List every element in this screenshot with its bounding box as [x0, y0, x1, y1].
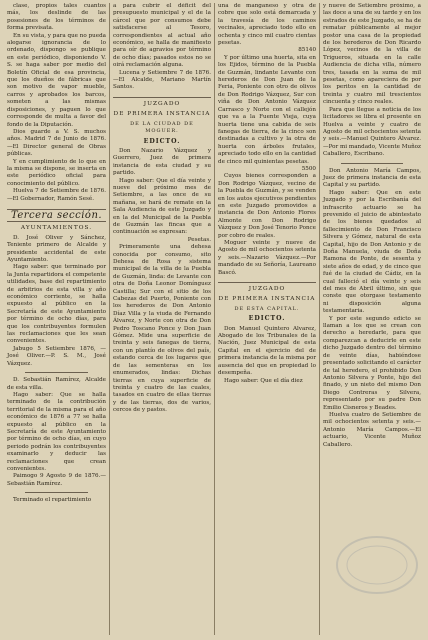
paragraph: y nueve de Setiembre próximo, a las doce a una de su tarde y en los estrados de este Juzgado, se ha de rematar públicamente al mejor postor una casa de la propiedad de los herederos de Don Ricardo López, vecinos de la villa de Trigueros, situada en la calle Audiencia de dicha villa, número tres, tasada en la suma de mil pesetas, como apareciera de por los peritos en la cantidad de treinta y cuatro mil trescientos cincuenta y cinco reales.: [323, 3, 421, 106]
amount-text: Pesetas.: [187, 236, 211, 243]
paragraph: Don Manuel Quintero Alvarez, Abogado de los Tribunales de la Nación, Juez Municipal de esta Capital en el ejercicio del de primera instancia de la misma por ausencia del que en propiedad lo desempeña.: [218, 325, 316, 377]
edicto-heading: EDICTO.: [248, 315, 286, 323]
divider-rule: [218, 282, 316, 283]
paragraph: Y por último una huerta, sita en los Ejidos, término de la Puebla de Guzmán, lindante Levante con herederos de Don Juan de la Feria, Poniente con otro de olivos de Don Rodrigo Vázquez, Sur con viña de Don Antonio Vázquez Carrasco y Norte con el callejón que va a la Fuente Vieja, cuya huerta tiene una cabida de seis fanegas de tierra, de la cinco son destinadas a cultivo y la otra de huerta con árboles frutales, apreciado todo ello en la cantidad de cinco mil quinientas pesetas.: [218, 54, 316, 165]
divider-rule: [25, 492, 88, 493]
paragraph: Primeramente una dehesa conocida por consumo, sito Dehesa de Rosa y sistema municipal de la villa de la Puebla de Guzmán, linda: de Levante con otra de Doña Leonor Domínguez Castilla; Sur con el sitio de los Cabezas del Puerto, Poniente con los herederos de Don Antonio Díaz Villa y la viuda de Fernando Álvarez, y Norte con otra de Don Pedro Toscano Ponce y Don Juan Gómez. Mide una superficie de treinta y seis fanegas de tierra, con un plantío de olivos del país, estando cerca de los lugares que de las sementeras en los enumerados, lindas: Dichas tierras en cuya superficie de treinta y cuatro de las cuales, tasados en cuatro de ellas tierras y de las tierras, dos de varios, cercos de y pastos.: [113, 244, 211, 414]
column-4: [319, 3, 424, 635]
edicto-heading: EDICTO.: [143, 137, 181, 145]
paragraph: Huelva cuatro de Setiembre de mil ochocientos setenta y seis.—Antonio María Campos.—El actuario, Vicente Muñoz Caballero.: [323, 411, 421, 448]
paragraph: Jabugo 5 Setiembre 1876, —José Oliver.—P. S. M., José Vázquez.: [7, 345, 106, 367]
paragraph: Don Nazario Vázquez y Guerrero, Juez de primera instancia de esta ciudad y su partido.: [113, 147, 211, 177]
amount-text: 85140: [298, 47, 316, 54]
column-2: [109, 3, 214, 635]
section-heading: Tercera sección.: [7, 209, 106, 222]
paragraph: clase, propios tales cuantos más, los deslinde de las posesiones de los términos de forma previsata.: [7, 3, 106, 32]
paragraph: Y por este segundo edicto se llaman a los que se crean con derecho a heredarle, para que comparezcan a deducirle en este dicho Juzgado dentro del término de veinte días, habiéndose presentado solicitando el carácter de tal heredero, el prohibido Don Antonio Silvera y Ponte, hijo del finado, y un nieto del mismo Don Diego Contreras y Silvera, representado por su padre Don Emilio Cisneros y Beades.: [323, 315, 421, 411]
amount-text: 5500: [301, 165, 316, 172]
paragraph: Hago saber: Que el día diez: [224, 377, 303, 384]
divider-rule: [341, 163, 403, 164]
divider-rule: [25, 372, 88, 373]
subheading: JUZGADO: [248, 286, 286, 293]
paragraph: D. José Oliver y Sánchez, Teniente primero de Alcalde y presidente accidental de este Ayuntamiento.: [7, 234, 106, 263]
paragraph: Hago saber: Que el día veinte y nueve del próximo mes de Setiembre, a las once de su mañana, se hará de remate en la Sala Audiencia de este Juzgado y en la del Municipal de la Puebla de Guzmán las fincas que a continuación se expresan:: [113, 177, 211, 236]
paragraph: Para que llegue a noticia de los licitadores se libra el presente en Huelva a veinte y cuatro de Agosto de mil ochocientos setenta y seis.—Manuel Quintero Álvarez.—Por mi mandado, Vicente Muñoz Caballero, Escribano.: [323, 106, 421, 158]
paragraph: Terminado el repartimiento: [13, 497, 92, 504]
small-heading: DE LA CIUDAD DE MOGUER.: [130, 120, 194, 135]
subheading: AYUNTAMIENTOS.: [20, 225, 93, 232]
column-1: [4, 3, 109, 635]
paragraph: Dios guarde a V. S. muchos años. Madrid 7 de Junio de 1876.—El Director general de Obras públicas.: [7, 128, 106, 158]
columns-container: [4, 3, 424, 635]
paragraph: Moguer veinte y nueve de Agosto de mil ochocientos setenta y seis.—Nazario Vázquez.—Por mandado de su Señoría, Laureano Bascó.: [218, 240, 316, 276]
column-3: [214, 3, 319, 635]
small-heading: DE ESTA CAPITAL.: [234, 305, 300, 312]
subheading: JUZGADO: [143, 100, 181, 107]
paragraph: una de manganeso y otra de cobre que solo está demarcada y la travesía de los caminos vecinales, apreciado todo ello en ochenta y cinco mil cuatro cientas pesetas.: [218, 3, 316, 47]
paragraph: D. Sebastián Ramírez, Alcalde de esta villa.: [7, 377, 106, 391]
subheading: DE PRIMERA INSTANCIA: [113, 111, 211, 118]
paragraph: Hago saber: que terminado por la Junta repartidora el competente utilidades, base del repartimiento de arbitrios de esta villa y año económico corriente, se halla expuesto al público en la Secretaría de este Ayuntamiento por término de ocho días, para que los contribuyentes formulen las reclamaciones que les sean convenientes.: [7, 264, 106, 345]
paragraph: Lucena y Setiembre 7 de 1876.—El Alcalde, Mariano Martín Santos.: [113, 69, 211, 91]
paragraph: Cuyos bienes corresponden a Don Rodrigo Vázquez, vecino de la Puebla de Guzmán, y se venden en los autos ejecutivos pendientes en este Juzgado promovidos a instancia de Don Antonio Flores Almonte con Don Rodrigo Vázquez y Don José Tenorio Ponce por cobro de reales.: [218, 173, 316, 239]
subheading: DE PRIMERA INSTANCIA: [218, 296, 316, 303]
paragraph: Don Antonio María Campos, Juez de primera instancia de esta Capital y su partido.: [323, 167, 421, 189]
paragraph: Huelva 7 de Setiembre de 1876.—El Gobernador, Ramón Sesé.: [7, 188, 106, 202]
paragraph: Paimogo 9 Agosto 9 de 1876.—Sebastián Ramírez.: [7, 473, 106, 487]
paragraph: En su vista, y para que no pueda alegarse ignorancia de lo ordenado, dispongo se publique en este periódico, disponiendo V. S. se haga saber por medio del Boletín Oficial de esa provincia, que los dueños de fábricas que son motivo de vapor mueble, carros y aprobados los barcos, someten a las mismas disposiciones, y paguen lo que corresponde de multa a favor del fondo de la Diputación.: [7, 32, 106, 128]
divider-rule: [113, 97, 211, 98]
paragraph: Hago saber: Que se halla terminado de la contribución territorial de la misma para el año económico de 1876 a 77 se halla expuesto al público en la Secretaría de este Ayuntamiento por término de ocho días, en cuyo periodo podrán los contribuyentes examinarlo y deducir las reclamaciones que crean convenientes.: [7, 391, 106, 472]
paragraph: Y en cumplimiento de lo que en la misma se dispone, se inserta en este periódico oficial para conocimiento del público.: [7, 158, 106, 187]
paragraph: a para cubrir el déficit del presupuesto municipal y el de la cárcel que por consumos debe satisfacerse al Tesoro, correspondientes al actual año económico, se halla de manifiesto para oír de agravios por término de ocho días; pasados estos no se oirá reclamación alguna.: [113, 3, 211, 69]
paragraph: Hago saber: Que en este Juzgado y por la Escribanía del infrascrito actuario se ha prevenido el juicio de abintestato de los bienes quedados al fallecimiento de Don Francisco Silvera y Gómez, natural de esta Capital, hijo de Don Antonio y de Doña Manuela, viuda de Doña Ramona de Ponte, de sesenta y siete años de edad, y de cinco que fué de la ciudad de Cádiz, en la cual falleció el día veinte y seis del mes de Abril último, sin que conste que otorgase testamento ni disposición alguna testamentaria.: [323, 189, 421, 315]
